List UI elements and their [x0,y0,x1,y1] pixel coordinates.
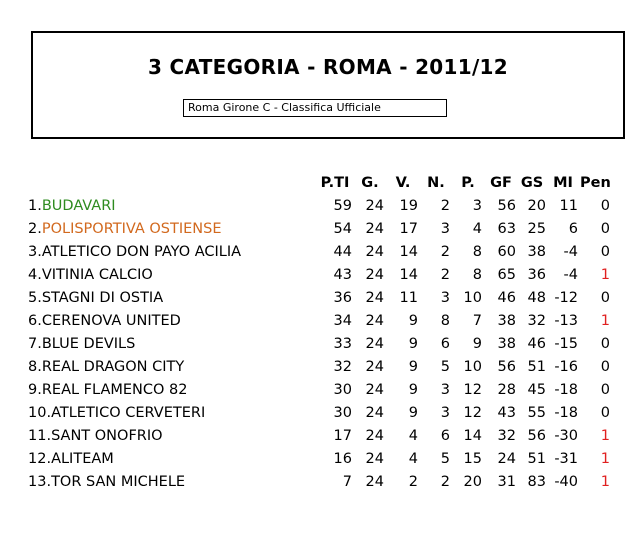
team-name: STAGNI DI OSTIA [41,290,164,306]
goals-against-cell: 25 [527,221,546,237]
subtitle-box: Roma Girone C - Classifica Ufficiale [183,99,447,117]
penalty-cell: 0 [600,221,610,237]
games-cell: 24 [365,221,384,237]
wins-cell: 9 [408,382,418,398]
goals-against-cell: 55 [527,405,546,421]
wins-cell: 9 [408,359,418,375]
points-cell: 33 [333,336,352,352]
games-cell: 24 [365,267,384,283]
table-header-row [0,172,629,195]
table-row [0,471,629,494]
games-cell: 24 [365,428,384,444]
team-name: REAL FLAMENCO 82 [41,382,188,398]
points-cell: 59 [333,198,352,214]
wins-cell: 9 [408,405,418,421]
table-row [0,425,629,448]
goals-for-cell: 28 [497,382,516,398]
column-header-gf: GF [490,175,512,191]
position-number: 3. [28,244,42,260]
penalty-cell: 1 [600,267,610,283]
draws-cell: 8 [440,313,450,329]
games-cell: 24 [365,405,384,421]
table-row [0,310,629,333]
draws-cell: 2 [440,267,450,283]
losses-cell: 7 [472,313,482,329]
losses-cell: 12 [463,405,482,421]
penalty-cell: 0 [600,336,610,352]
position-number: 8. [28,359,42,375]
team-name: ALITEAM [51,451,114,467]
team-name: CERENOVA UNITED [41,313,181,329]
games-cell: 24 [365,382,384,398]
draws-cell: 3 [440,290,450,306]
losses-cell: 14 [463,428,482,444]
column-header-pti: P.TI [320,175,350,191]
losses-cell: 20 [463,474,482,490]
losses-cell: 3 [472,198,482,214]
goals-against-cell: 20 [527,198,546,214]
games-cell: 24 [365,198,384,214]
goals-against-cell: 36 [527,267,546,283]
draws-cell: 6 [440,336,450,352]
team-cell [28,425,163,448]
table-row [0,218,629,241]
position-number: 7. [28,336,42,352]
points-cell: 43 [333,267,352,283]
mi-cell: -4 [563,244,578,260]
column-header-n: N. [427,175,445,191]
position-number: 2. [28,221,42,237]
mi-cell: -13 [554,313,578,329]
points-cell: 32 [333,359,352,375]
team-name: SANT ONOFRIO [51,428,163,444]
table-row [0,379,629,402]
team-cell [28,241,241,264]
team-name: ATLETICO CERVETERI [51,405,206,421]
column-header-pen: Pen [580,175,611,191]
points-cell: 36 [333,290,352,306]
team-cell [28,471,185,494]
goals-against-cell: 46 [527,336,546,352]
wins-cell: 11 [399,290,418,306]
team-name: ATLETICO DON PAYO ACILIA [41,244,242,260]
games-cell: 24 [365,244,384,260]
goals-for-cell: 56 [497,198,516,214]
penalty-cell: 0 [600,382,610,398]
points-cell: 30 [333,405,352,421]
points-cell: 54 [333,221,352,237]
goals-for-cell: 38 [497,336,516,352]
points-cell: 34 [333,313,352,329]
position-number: 5. [28,290,42,306]
position-number: 10. [28,405,52,421]
goals-for-cell: 38 [497,313,516,329]
table-row [0,264,629,287]
mi-cell: -31 [554,451,578,467]
losses-cell: 4 [472,221,482,237]
goals-for-cell: 43 [497,405,516,421]
draws-cell: 3 [440,382,450,398]
table-row [0,333,629,356]
draws-cell: 2 [440,244,450,260]
team-name: REAL DRAGON CITY [41,359,185,375]
goals-against-cell: 51 [527,451,546,467]
goals-for-cell: 56 [497,359,516,375]
table-row [0,402,629,425]
position-number: 9. [28,382,42,398]
goals-against-cell: 83 [527,474,546,490]
games-cell: 24 [365,474,384,490]
games-cell: 24 [365,313,384,329]
goals-against-cell: 45 [527,382,546,398]
penalty-cell: 1 [600,451,610,467]
mi-cell: -12 [554,290,578,306]
column-header-g: G. [361,175,379,191]
position-number: 4. [28,267,42,283]
games-cell: 24 [365,336,384,352]
losses-cell: 10 [463,290,482,306]
position-number: 13. [28,474,52,490]
team-name: BLUE DEVILS [41,336,136,352]
team-name: POLISPORTIVA OSTIENSE [41,221,222,237]
draws-cell: 5 [440,451,450,467]
team-cell [28,356,184,379]
team-cell [28,287,163,310]
wins-cell: 14 [399,244,418,260]
column-header-v: V. [395,175,411,191]
goals-for-cell: 46 [497,290,516,306]
mi-cell: 6 [568,221,578,237]
table-row [0,195,629,218]
wins-cell: 19 [399,198,418,214]
mi-cell: -16 [554,359,578,375]
table-row [0,448,629,471]
draws-cell: 2 [440,198,450,214]
wins-cell: 4 [408,451,418,467]
penalty-cell: 0 [600,405,610,421]
penalty-cell: 1 [600,428,610,444]
wins-cell: 4 [408,428,418,444]
points-cell: 17 [333,428,352,444]
draws-cell: 2 [440,474,450,490]
wins-cell: 2 [408,474,418,490]
team-name: TOR SAN MICHELE [51,474,186,490]
column-header-gs: GS [520,175,544,191]
draws-cell: 5 [440,359,450,375]
goals-against-cell: 51 [527,359,546,375]
goals-for-cell: 32 [497,428,516,444]
position-number: 1. [28,198,42,214]
goals-against-cell: 48 [527,290,546,306]
draws-cell: 3 [440,221,450,237]
penalty-cell: 1 [600,474,610,490]
page-title: 3 CATEGORIA - ROMA - 2011/12 [148,55,508,79]
team-cell [28,195,116,218]
wins-cell: 14 [399,267,418,283]
team-cell [28,448,114,471]
position-number: 6. [28,313,42,329]
goals-for-cell: 63 [497,221,516,237]
penalty-cell: 1 [600,313,610,329]
losses-cell: 9 [472,336,482,352]
mi-cell: -15 [554,336,578,352]
mi-cell: 11 [559,198,578,214]
goals-for-cell: 31 [497,474,516,490]
mi-cell: -40 [554,474,578,490]
mi-cell: -4 [563,267,578,283]
column-header-mi: MI [553,175,573,191]
team-cell [28,402,205,425]
losses-cell: 8 [472,267,482,283]
goals-against-cell: 32 [527,313,546,329]
mi-cell: -18 [554,405,578,421]
position-number: 11. [28,428,52,444]
team-cell [28,333,135,356]
position-number: 12. [28,451,52,467]
team-cell [28,218,222,241]
losses-cell: 8 [472,244,482,260]
wins-cell: 9 [408,336,418,352]
team-name: VITINIA CALCIO [41,267,153,283]
goals-against-cell: 56 [527,428,546,444]
losses-cell: 10 [463,359,482,375]
points-cell: 44 [333,244,352,260]
losses-cell: 15 [463,451,482,467]
penalty-cell: 0 [600,244,610,260]
team-name: BUDAVARI [41,198,116,214]
wins-cell: 9 [408,313,418,329]
mi-cell: -30 [554,428,578,444]
penalty-cell: 0 [600,359,610,375]
table-row [0,287,629,310]
penalty-cell: 0 [600,198,610,214]
team-cell [28,379,187,402]
table-row [0,241,629,264]
draws-cell: 3 [440,405,450,421]
column-header-p: P. [461,175,475,191]
header-box [31,31,625,139]
team-cell [28,310,181,333]
table-row [0,356,629,379]
mi-cell: -18 [554,382,578,398]
points-cell: 30 [333,382,352,398]
goals-for-cell: 60 [497,244,516,260]
goals-for-cell: 65 [497,267,516,283]
games-cell: 24 [365,359,384,375]
points-cell: 7 [342,474,352,490]
games-cell: 24 [365,290,384,306]
wins-cell: 17 [399,221,418,237]
games-cell: 24 [365,451,384,467]
draws-cell: 6 [440,428,450,444]
goals-against-cell: 38 [527,244,546,260]
points-cell: 16 [333,451,352,467]
penalty-cell: 0 [600,290,610,306]
goals-for-cell: 24 [497,451,516,467]
team-cell [28,264,153,287]
losses-cell: 12 [463,382,482,398]
